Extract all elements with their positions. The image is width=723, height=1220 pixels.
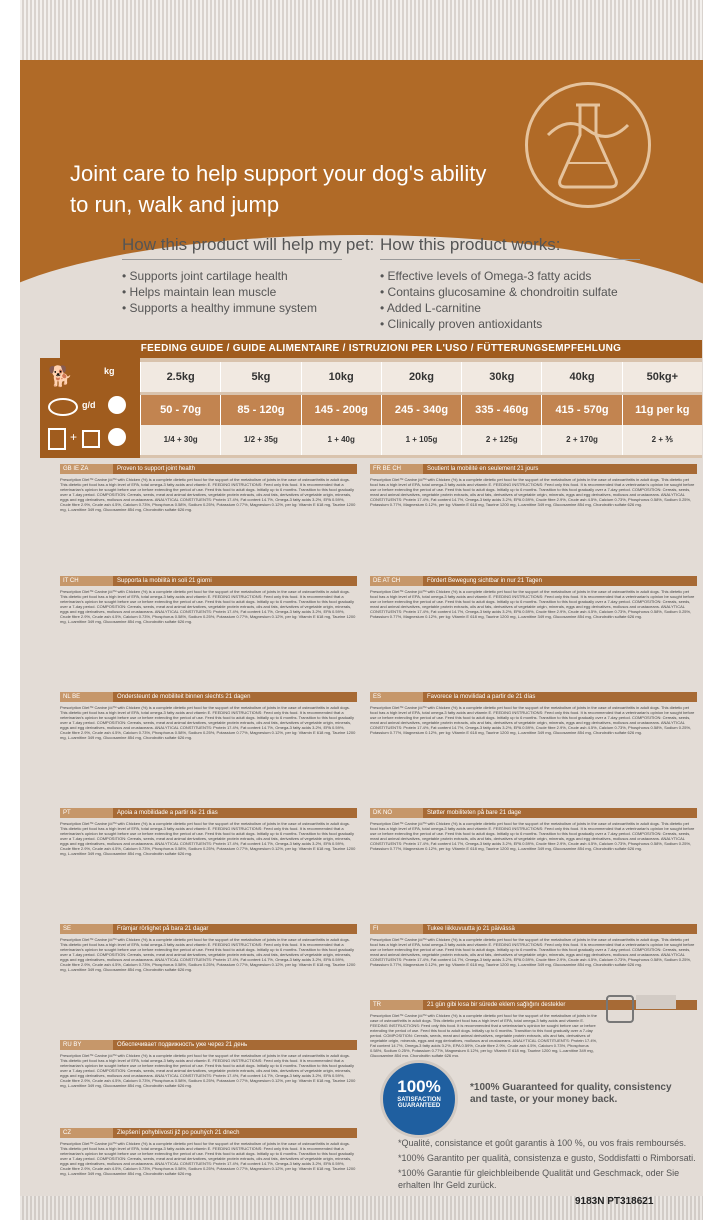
disposal-symbols-icon — [636, 995, 676, 1009]
lang-code: SE — [60, 924, 113, 934]
lang-code: CZ — [60, 1128, 113, 1138]
lang-code: RU BY — [60, 1040, 113, 1050]
lang-code: ES — [370, 692, 423, 702]
lang-code: DE AT CH — [370, 576, 423, 586]
help-item: • Supports joint cartilage health — [122, 268, 317, 284]
mix-row — [140, 425, 702, 455]
mix-cell: 1/2 + 35g — [220, 425, 300, 455]
lang-code: DK NO — [370, 808, 423, 818]
lang-code: PT — [60, 808, 113, 818]
lang-body: Prescription Diet™ Canine j/d™ with Chicken (%) is a complete dietetic pet food for the support of the metabolism of joints in the case of osteoarthritis in adult dogs. This dietetic pet food has a high level of EPA, total omega-3 fatty acids and vitamin E. FEEDING INSTRUCTIONS: Feed only this food. It is recommended that a veterinarian's opinion be sought before use or before extending the period of use. Feed this food to adult dogs. Initially up to 6 months. Transition to this food gradually over a 7-day period. COMPOSITION: Cereals, seeds, meat and animal derivatives, vegetable protein extracts, oils and fats, derivatives of vegetable origin, minerals, eggs and egg derivatives, molluscs and crustaceans. ANALYTICAL CONSTITUENTS: Protein 17.4%, Fat content 14.7%, Omega-3 fatty acids 3.2%, EPA 0.59%, Crude fibre 2.9%, Crude ash 4.5%, Calcium 0.73%, Phosphorus 0.58%, Sodium 0.25%, Potassium 0.77%, Magnesium 0.12%, per kg: Vitamin E 618 mg, Taurine 1200 mg, L-carnitine 349 mg, Glucosamine 854 mg, Chondroitin sulfate 626 mg. — [60, 705, 356, 740]
works-item: • Effective levels of Omega-3 fatty acids — [380, 268, 618, 284]
amounts-row — [140, 395, 702, 425]
lang-title: Proven to support joint health — [113, 464, 357, 474]
feeding-guide-header: FEEDING GUIDE / GUIDE ALIMENTAIRE / ISTRUZIONI PER L'USO / FÜTTERUNGSEMPFEHLUNG — [60, 340, 702, 358]
lang-code: NL BE — [60, 692, 113, 702]
amount-cell: 335 - 460g — [461, 395, 541, 425]
mix-cell: 1 + 40g — [301, 425, 381, 455]
bowl-icon — [48, 398, 78, 416]
lang-body: Prescription Diet™ Canine j/d™ with Chicken (%) is a complete dietetic pet food for the support of the metabolism of joints in the case of osteoarthritis in adult dogs. This dietetic pet food has a high level of EPA, total omega-3 fatty acids and vitamin E. FEEDING INSTRUCTIONS: Feed only this food. It is recommended that a veterinarian's opinion be sought before use or before extending the period of use. Feed this food to adult dogs. Initially up to 6 months. Transition to this food gradually over a 7-day period. COMPOSITION: Cereals, seeds, meat and animal derivatives, vegetable protein extracts, oils and fats, derivatives of vegetable origin, minerals, eggs and egg derivatives, molluscs and crustaceans. ANALYTICAL CONSTITUENTS: Protein 17.4%, Fat content 14.7%, Omega-3 fatty acids 3.2%, EPA 0.59%, Crude fibre 2.9%, Crude ash 4.5%, Calcium 0.73%, Phosphorus 0.58%, Sodium 0.25%, Potassium 0.77%, Magnesium 0.12%, per kg: Vitamin E 618 mg, Taurine 1200 mg, L-carnitine 349 mg, Glucosamine 854 mg, Chondroitin sulfate 626 mg. — [60, 937, 356, 972]
lang-body: Prescription Diet™ Canine j/d™ with Chicken (%) is a complete dietetic pet food for the support of the metabolism of joints in the case of osteoarthritis in adult dogs. This dietetic pet food has a high level of EPA, total omega-3 fatty acids and vitamin E. FEEDING INSTRUCTIONS: Feed only this food. It is recommended that a veterinarian's opinion be sought before use or before extending the period of use. Feed this food to adult dogs. Initially up to 6 months. Transition to this food gradually over a 7-day period. COMPOSITION: Cereals, seeds, meat and animal derivatives, vegetable protein extracts, oils and fats, derivatives of vegetable origin, minerals, eggs and egg derivatives, molluscs and crustaceans. ANALYTICAL CONSTITUENTS: Protein 17.4%, Fat content 14.7%, Omega-3 fatty acids 3.2%, EPA 0.59%, Crude fibre 2.9%, Crude ash 4.5%, Calcium 0.73%, Phosphorus 0.58%, Sodium 0.25%, Potassium 0.77%, Magnesium 0.12%, per kg: Vitamin E 618 mg, Taurine 1200 mg, L-carnitine 349 mg, Glucosamine 854 mg, Chondroitin sulfate 626 mg. — [370, 589, 695, 619]
top-seal — [20, 0, 703, 62]
lang-code: GB IE ZA — [60, 464, 113, 474]
lang-body: Prescription Diet™ Canine j/d™ with Chicken (%) is a complete dietetic pet food for the support of the metabolism of joints in the case of osteoarthritis in adult dogs. This dietetic pet food has a high level of EPA, total omega-3 fatty acids and vitamin E. FEEDING INSTRUCTIONS: Feed only this food. It is recommended that a veterinarian's opinion be sought before use or before extending the period of use. Feed this food to adult dogs. Initially up to 6 months. Transition to this food gradually over a 7-day period. COMPOSITION: Cereals, seeds, meat and animal derivatives, vegetable protein extracts, oils and fats, derivatives of vegetable origin, minerals, eggs and egg derivatives, molluscs and crustaceans. ANALYTICAL CONSTITUENTS: Protein 17.4%, Fat content 14.7%, Omega-3 fatty acids 3.2%, EPA 0.59%, Crude fibre 2.9%, Crude ash 4.5%, Calcium 0.73%, Phosphorus 0.58%, Sodium 0.25%, Potassium 0.77%, Magnesium 0.12%, per kg: Vitamin E 618 mg, Taurine 1200 mg, L-carnitine 349 mg, Glucosamine 854 mg, Chondroitin sulfate 626 mg. — [60, 1053, 356, 1088]
amount-cell: 11g per kg — [622, 395, 702, 425]
weight-cell: 50kg+ — [622, 362, 702, 392]
plus-icon: + — [70, 430, 78, 444]
amount-cell: 50 - 70g — [140, 395, 220, 425]
help-list — [122, 268, 317, 316]
product-code: 9183N PT318621 — [575, 1196, 654, 1207]
lang-title: Обеспечивает подвижность уже через 21 день — [113, 1040, 357, 1050]
lang-code: FI — [370, 924, 423, 934]
satisfaction-badge — [380, 1060, 458, 1138]
weight-cell: 40kg — [541, 362, 621, 392]
feeding-guide-icons — [40, 358, 140, 458]
weight-cell: 30kg — [461, 362, 541, 392]
lang-body: Prescription Diet™ Canine j/d™ with Chicken (%) is a complete dietetic pet food for the support of the metabolism of joints in the case of osteoarthritis in adult dogs. This dietetic pet food has a high level of EPA, total omega-3 fatty acids and vitamin E. FEEDING INSTRUCTIONS: Feed only this food. It is recommended that a veterinarian's opinion be sought before use or before extending the period of use. Feed this food to adult dogs. Initially up to 6 months. Transition to this food gradually over a 7-day period. COMPOSITION: Cereals, seeds, meat and animal derivatives, vegetable protein extracts, oils and fats, derivatives of vegetable origin, minerals, eggs and egg derivatives, molluscs and crustaceans. ANALYTICAL CONSTITUENTS: Protein 17.4%, Fat content 14.7%, Omega-3 fatty acids 3.2%, EPA 0.59%, Crude fibre 2.9%, Crude ash 4.5%, Calcium 0.73%, Phosphorus 0.58%, Sodium 0.25%, Potassium 0.77%, Magnesium 0.12%, per kg: Vitamin E 618 mg, Taurine 1200 mg, L-carnitine 349 mg, Glucosamine 854 mg, Chondroitin sulfate 626 mg. — [60, 821, 356, 856]
can-icon — [48, 428, 66, 450]
help-title: How this product will help my pet: — [122, 235, 375, 254]
works-title: How this product works: — [380, 235, 561, 254]
lang-body: Prescription Diet™ Canine j/d™ with Chicken (%) is a complete dietetic pet food for the support of the metabolism of joints in the case of osteoarthritis in adult dogs. This dietetic pet food has a high level of EPA, total omega-3 fatty acids and vitamin E. FEEDING INSTRUCTIONS: Feed only this food. It is recommended that a veterinarian's opinion be sought before use or before extending the period of use. Feed this food to adult dogs. Initially up to 6 months. Transition to this food gradually over a 7-day period. COMPOSITION: Cereals, seeds, meat and animal derivatives, vegetable protein extracts, oils and fats, derivatives of vegetable origin, minerals, eggs and egg derivatives, molluscs and crustaceans. ANALYTICAL CONSTITUENTS: Protein 17.4%, Fat content 14.7%, Omega-3 fatty acids 3.2%, EPA 0.59%, Crude fibre 2.9%, Crude ash 4.5%, Calcium 0.73%, Phosphorus 0.58%, Sodium 0.25%, Potassium 0.77%, Magnesium 0.12%, per kg: Vitamin E 618 mg, Taurine 1200 mg, L-carnitine 349 mg, Glucosamine 854 mg, Chondroitin sulfate 626 mg. — [370, 1013, 598, 1057]
guarantee-fr: *Qualité, consistance et goût garantis à 100 %, ou vos frais remboursés. — [398, 1138, 687, 1148]
clock-icon — [108, 396, 126, 414]
lang-body: Prescription Diet™ Canine j/d™ with Chicken (%) is a complete dietetic pet food for the support of the metabolism of joints in the case of osteoarthritis in adult dogs. This dietetic pet food has a high level of EPA, total omega-3 fatty acids and vitamin E. FEEDING INSTRUCTIONS: Feed only this food. It is recommended that a veterinarian's opinion be sought before use or before extending the period of use. Feed this food to adult dogs. Initially up to 6 months. Transition to this food gradually over a 7-day period. COMPOSITION: Cereals, seeds, meat and animal derivatives, vegetable protein extracts, oils and fats, derivatives of vegetable origin, minerals, eggs and egg derivatives, molluscs and crustaceans. ANALYTICAL CONSTITUENTS: Protein 17.4%, Fat content 14.7%, Omega-3 fatty acids 3.2%, EPA 0.59%, Crude fibre 2.9%, Crude ash 4.5%, Calcium 0.73%, Phosphorus 0.58%, Sodium 0.25%, Potassium 0.77%, Magnesium 0.12%, per kg: Vitamin E 618 mg, Taurine 1200 mg, L-carnitine 349 mg, Glucosamine 854 mg, Chondroitin sulfate 626 mg. — [370, 821, 695, 851]
help-item: • Helps maintain lean muscle — [122, 284, 317, 300]
dry-food-icon — [82, 430, 100, 448]
amount-cell: 415 - 570g — [541, 395, 621, 425]
weight-cell: 20kg — [381, 362, 461, 392]
amount-cell: 145 - 200g — [301, 395, 381, 425]
lang-body: Prescription Diet™ Canine j/d™ with Chicken (%) is a complete dietetic pet food for the support of the metabolism of joints in the case of osteoarthritis in adult dogs. This dietetic pet food has a high level of EPA, total omega-3 fatty acids and vitamin E. FEEDING INSTRUCTIONS: Feed only this food. It is recommended that a veterinarian's opinion be sought before use or before extending the period of use. Feed this food to adult dogs. Initially up to 6 months. Transition to this food gradually over a 7-day period. COMPOSITION: Cereals, seeds, meat and animal derivatives, vegetable protein extracts, oils and fats, derivatives of vegetable origin, minerals, eggs and egg derivatives, molluscs and crustaceans. ANALYTICAL CONSTITUENTS: Protein 17.4%, Fat content 14.7%, Omega-3 fatty acids 3.2%, EPA 0.59%, Crude fibre 2.9%, Crude ash 4.5%, Calcium 0.73%, Phosphorus 0.58%, Sodium 0.25%, Potassium 0.77%, Magnesium 0.12%, per kg: Vitamin E 618 mg, Taurine 1200 mg, L-carnitine 349 mg, Glucosamine 854 mg, Chondroitin sulfate 626 mg. — [60, 1141, 356, 1176]
mix-cell: 1 + 105g — [381, 425, 461, 455]
lang-title: Favorece la movilidad a partir de 21 días — [423, 692, 697, 702]
lang-title: Tukee liikkuvuutta jo 21 päivässä — [423, 924, 697, 934]
works-item: • Contains glucosamine & chondroitin sulfate — [380, 284, 618, 300]
lang-code: TR — [370, 1000, 423, 1010]
lang-body: Prescription Diet™ Canine j/d™ with Chicken (%) is a complete dietetic pet food for the support of the metabolism of joints in the case of osteoarthritis in adult dogs. This dietetic pet food has a high level of EPA, total omega-3 fatty acids and vitamin E. FEEDING INSTRUCTIONS: Feed only this food. It is recommended that a veterinarian's opinion be sought before use or before extending the period of use. Feed this food to adult dogs. Initially up to 6 months. Transition to this food gradually over a 7-day period. COMPOSITION: Cereals, seeds, meat and animal derivatives, vegetable protein extracts, oils and fats, derivatives of vegetable origin, minerals, eggs and egg derivatives, molluscs and crustaceans. ANALYTICAL CONSTITUENTS: Protein 17.4%, Fat content 14.7%, Omega-3 fatty acids 3.2%, EPA 0.59%, Crude fibre 2.9%, Crude ash 4.5%, Calcium 0.73%, Phosphorus 0.58%, Sodium 0.25%, Potassium 0.77%, Magnesium 0.12%, per kg: Vitamin E 618 mg, Taurine 1200 mg, L-carnitine 349 mg, Glucosamine 854 mg, Chondroitin sulfate 626 mg. — [60, 589, 356, 624]
lang-body: Prescription Diet™ Canine j/d™ with Chicken (%) is a complete dietetic pet food for the support of the metabolism of joints in the case of osteoarthritis in adult dogs. This dietetic pet food has a high level of EPA, total omega-3 fatty acids and vitamin E. FEEDING INSTRUCTIONS: Feed only this food. It is recommended that a veterinarian's opinion be sought before use or before extending the period of use. Feed this food to adult dogs. Initially up to 6 months. Transition to this food gradually over a 7-day period. COMPOSITION: Cereals, seeds, meat and animal derivatives, vegetable protein extracts, oils and fats, derivatives of vegetable origin, minerals, eggs and egg derivatives, molluscs and crustaceans. ANALYTICAL CONSTITUENTS: Protein 17.4%, Fat content 14.7%, Omega-3 fatty acids 3.2%, EPA 0.59%, Crude fibre 2.9%, Crude ash 4.5%, Calcium 0.73%, Phosphorus 0.58%, Sodium 0.25%, Potassium 0.77%, Magnesium 0.12%, per kg: Vitamin E 618 mg, Taurine 1200 mg, L-carnitine 349 mg, Glucosamine 854 mg, Chondroitin sulfate 626 mg. — [370, 705, 695, 735]
dog-icon: 🐕 — [48, 366, 73, 388]
help-divider — [122, 259, 342, 260]
mix-cell: 1/4 + 30g — [140, 425, 220, 455]
lang-title: Supporta la mobilità in soli 21 giorni — [113, 576, 357, 586]
lang-title: Ondersteunt de mobiliteit binnen slechts 21 dagen — [113, 692, 357, 702]
weight-cell: 5kg — [220, 362, 300, 392]
weights-row — [140, 362, 702, 392]
lang-title: Apoia a mobilidade a partir de 21 dias — [113, 808, 357, 818]
works-list — [380, 268, 618, 332]
product-headline: Joint care to help support your dog's ability to run, walk and jump — [70, 160, 487, 217]
weight-cell: 10kg — [301, 362, 381, 392]
amount-cell: 85 - 120g — [220, 395, 300, 425]
mix-cell: 2 + 170g — [541, 425, 621, 455]
flask-icon — [525, 82, 651, 208]
badge-text: SATISFACTION GUARANTEED — [397, 1097, 441, 1109]
mix-cell: 2 + 125g — [461, 425, 541, 455]
lang-title: Støtter mobiliteten på bare 21 dage — [423, 808, 697, 818]
lang-code: IT CH — [60, 576, 113, 586]
guarantee-it: *100% Garantito per qualità, consistenza e gusto, Soddisfatti o Rimborsati. — [398, 1153, 696, 1163]
works-divider — [380, 259, 640, 260]
lang-code: FR BE CH — [370, 464, 423, 474]
clock-icon — [108, 428, 126, 446]
help-item: • Supports a healthy immune system — [122, 300, 317, 316]
weight-cell: 2.5kg — [140, 362, 220, 392]
lang-body: Prescription Diet™ Canine j/d™ with Chicken (%) is a complete dietetic pet food for the support of the metabolism of joints in the case of osteoarthritis in adult dogs. This dietetic pet food has a high level of EPA, total omega-3 fatty acids and vitamin E. FEEDING INSTRUCTIONS: Feed only this food. It is recommended that a veterinarian's opinion be sought before use or before extending the period of use. Feed this food to adult dogs. Initially up to 6 months. Transition to this food gradually over a 7-day period. COMPOSITION: Cereals, seeds, meat and animal derivatives, vegetable protein extracts, oils and fats, derivatives of vegetable origin, minerals, eggs and egg derivatives, molluscs and crustaceans. ANALYTICAL CONSTITUENTS: Protein 17.4%, Fat content 14.7%, Omega-3 fatty acids 3.2%, EPA 0.59%, Crude fibre 2.9%, Crude ash 4.5%, Calcium 0.73%, Phosphorus 0.58%, Sodium 0.25%, Potassium 0.77%, Magnesium 0.12%, per kg: Vitamin E 618 mg, Taurine 1200 mg, L-carnitine 349 mg, Glucosamine 854 mg, Chondroitin sulfate 626 mg. — [370, 937, 695, 967]
badge-percent: 100% — [397, 1077, 441, 1096]
guarantee-en: *100% Guaranteed for quality, consistency and taste, or your money back. — [470, 1082, 672, 1105]
works-item: • Added L-carnitine — [380, 300, 618, 316]
lang-title: Främjar rörlighet på bara 21 dagar — [113, 924, 357, 934]
lang-title: Zlepšení pohyblivosti již po pouhých 21 dnech — [113, 1128, 357, 1138]
recycle-icon — [606, 995, 634, 1023]
lang-title: Fördert Bewegung sichtbar in nur 21 Tagen — [423, 576, 697, 586]
weight-unit: kg — [104, 366, 115, 376]
mix-cell: 2 + ⅗ — [622, 425, 702, 455]
lang-body: Prescription Diet™ Canine j/d™ with Chicken (%) is a complete dietetic pet food for the support of the metabolism of joints in the case of osteoarthritis in adult dogs. This dietetic pet food has a high level of EPA, total omega-3 fatty acids and vitamin E. FEEDING INSTRUCTIONS: Feed only this food. It is recommended that a veterinarian's opinion be sought before use or before extending the period of use. Feed this food to adult dogs. Initially up to 6 months. Transition to this food gradually over a 7-day period. COMPOSITION: Cereals, seeds, meat and animal derivatives, vegetable protein extracts, oils and fats, derivatives of vegetable origin, minerals, eggs and egg derivatives, molluscs and crustaceans. ANALYTICAL CONSTITUENTS: Protein 17.4%, Fat content 14.7%, Omega-3 fatty acids 3.2%, EPA 0.59%, Crude fibre 2.9%, Crude ash 4.5%, Calcium 0.73%, Phosphorus 0.58%, Sodium 0.25%, Potassium 0.77%, Magnesium 0.12%, per kg: Vitamin E 618 mg, Taurine 1200 mg, L-carnitine 349 mg, Glucosamine 854 mg, Chondroitin sulfate 626 mg. — [370, 477, 695, 507]
guarantee-de: *100% Garantie für gleichbleibende Qualität und Geschmack, oder Sie erhalten Ihr Geld zurück. — [398, 1168, 680, 1190]
lang-body: Prescription Diet™ Canine j/d™ with Chicken (%) is a complete dietetic pet food for the support of the metabolism of joints in the case of osteoarthritis in adult dogs. This dietetic pet food has a high level of EPA, total omega-3 fatty acids and vitamin E. FEEDING INSTRUCTIONS: Feed only this food. It is recommended that a veterinarian's opinion be sought before use or before extending the period of use. Feed this food to adult dogs. Initially up to 6 months. Transition to this food gradually over a 7-day period. COMPOSITION: Cereals, seeds, meat and animal derivatives, vegetable protein extracts, oils and fats, derivatives of vegetable origin, minerals, eggs and egg derivatives, molluscs and crustaceans. ANALYTICAL CONSTITUENTS: Protein 17.4%, Fat content 14.7%, Omega-3 fatty acids 3.2%, EPA 0.59%, Crude fibre 2.9%, Crude ash 4.5%, Calcium 0.73%, Phosphorus 0.58%, Sodium 0.25%, Potassium 0.77%, Magnesium 0.12%, per kg: Vitamin E 618 mg, Taurine 1200 mg, L-carnitine 349 mg, Glucosamine 854 mg, Chondroitin sulfate 626 mg. — [60, 477, 356, 512]
works-item: • Clinically proven antioxidants — [380, 316, 618, 332]
lang-title: Soutient la mobilité en seulement 21 jours — [423, 464, 697, 474]
lang-title: 21 gün gibi kısa bir sürede eklem sağlığını destekler — [423, 1000, 697, 1010]
amount-unit: g/d — [82, 400, 96, 410]
amount-cell: 245 - 340g — [381, 395, 461, 425]
